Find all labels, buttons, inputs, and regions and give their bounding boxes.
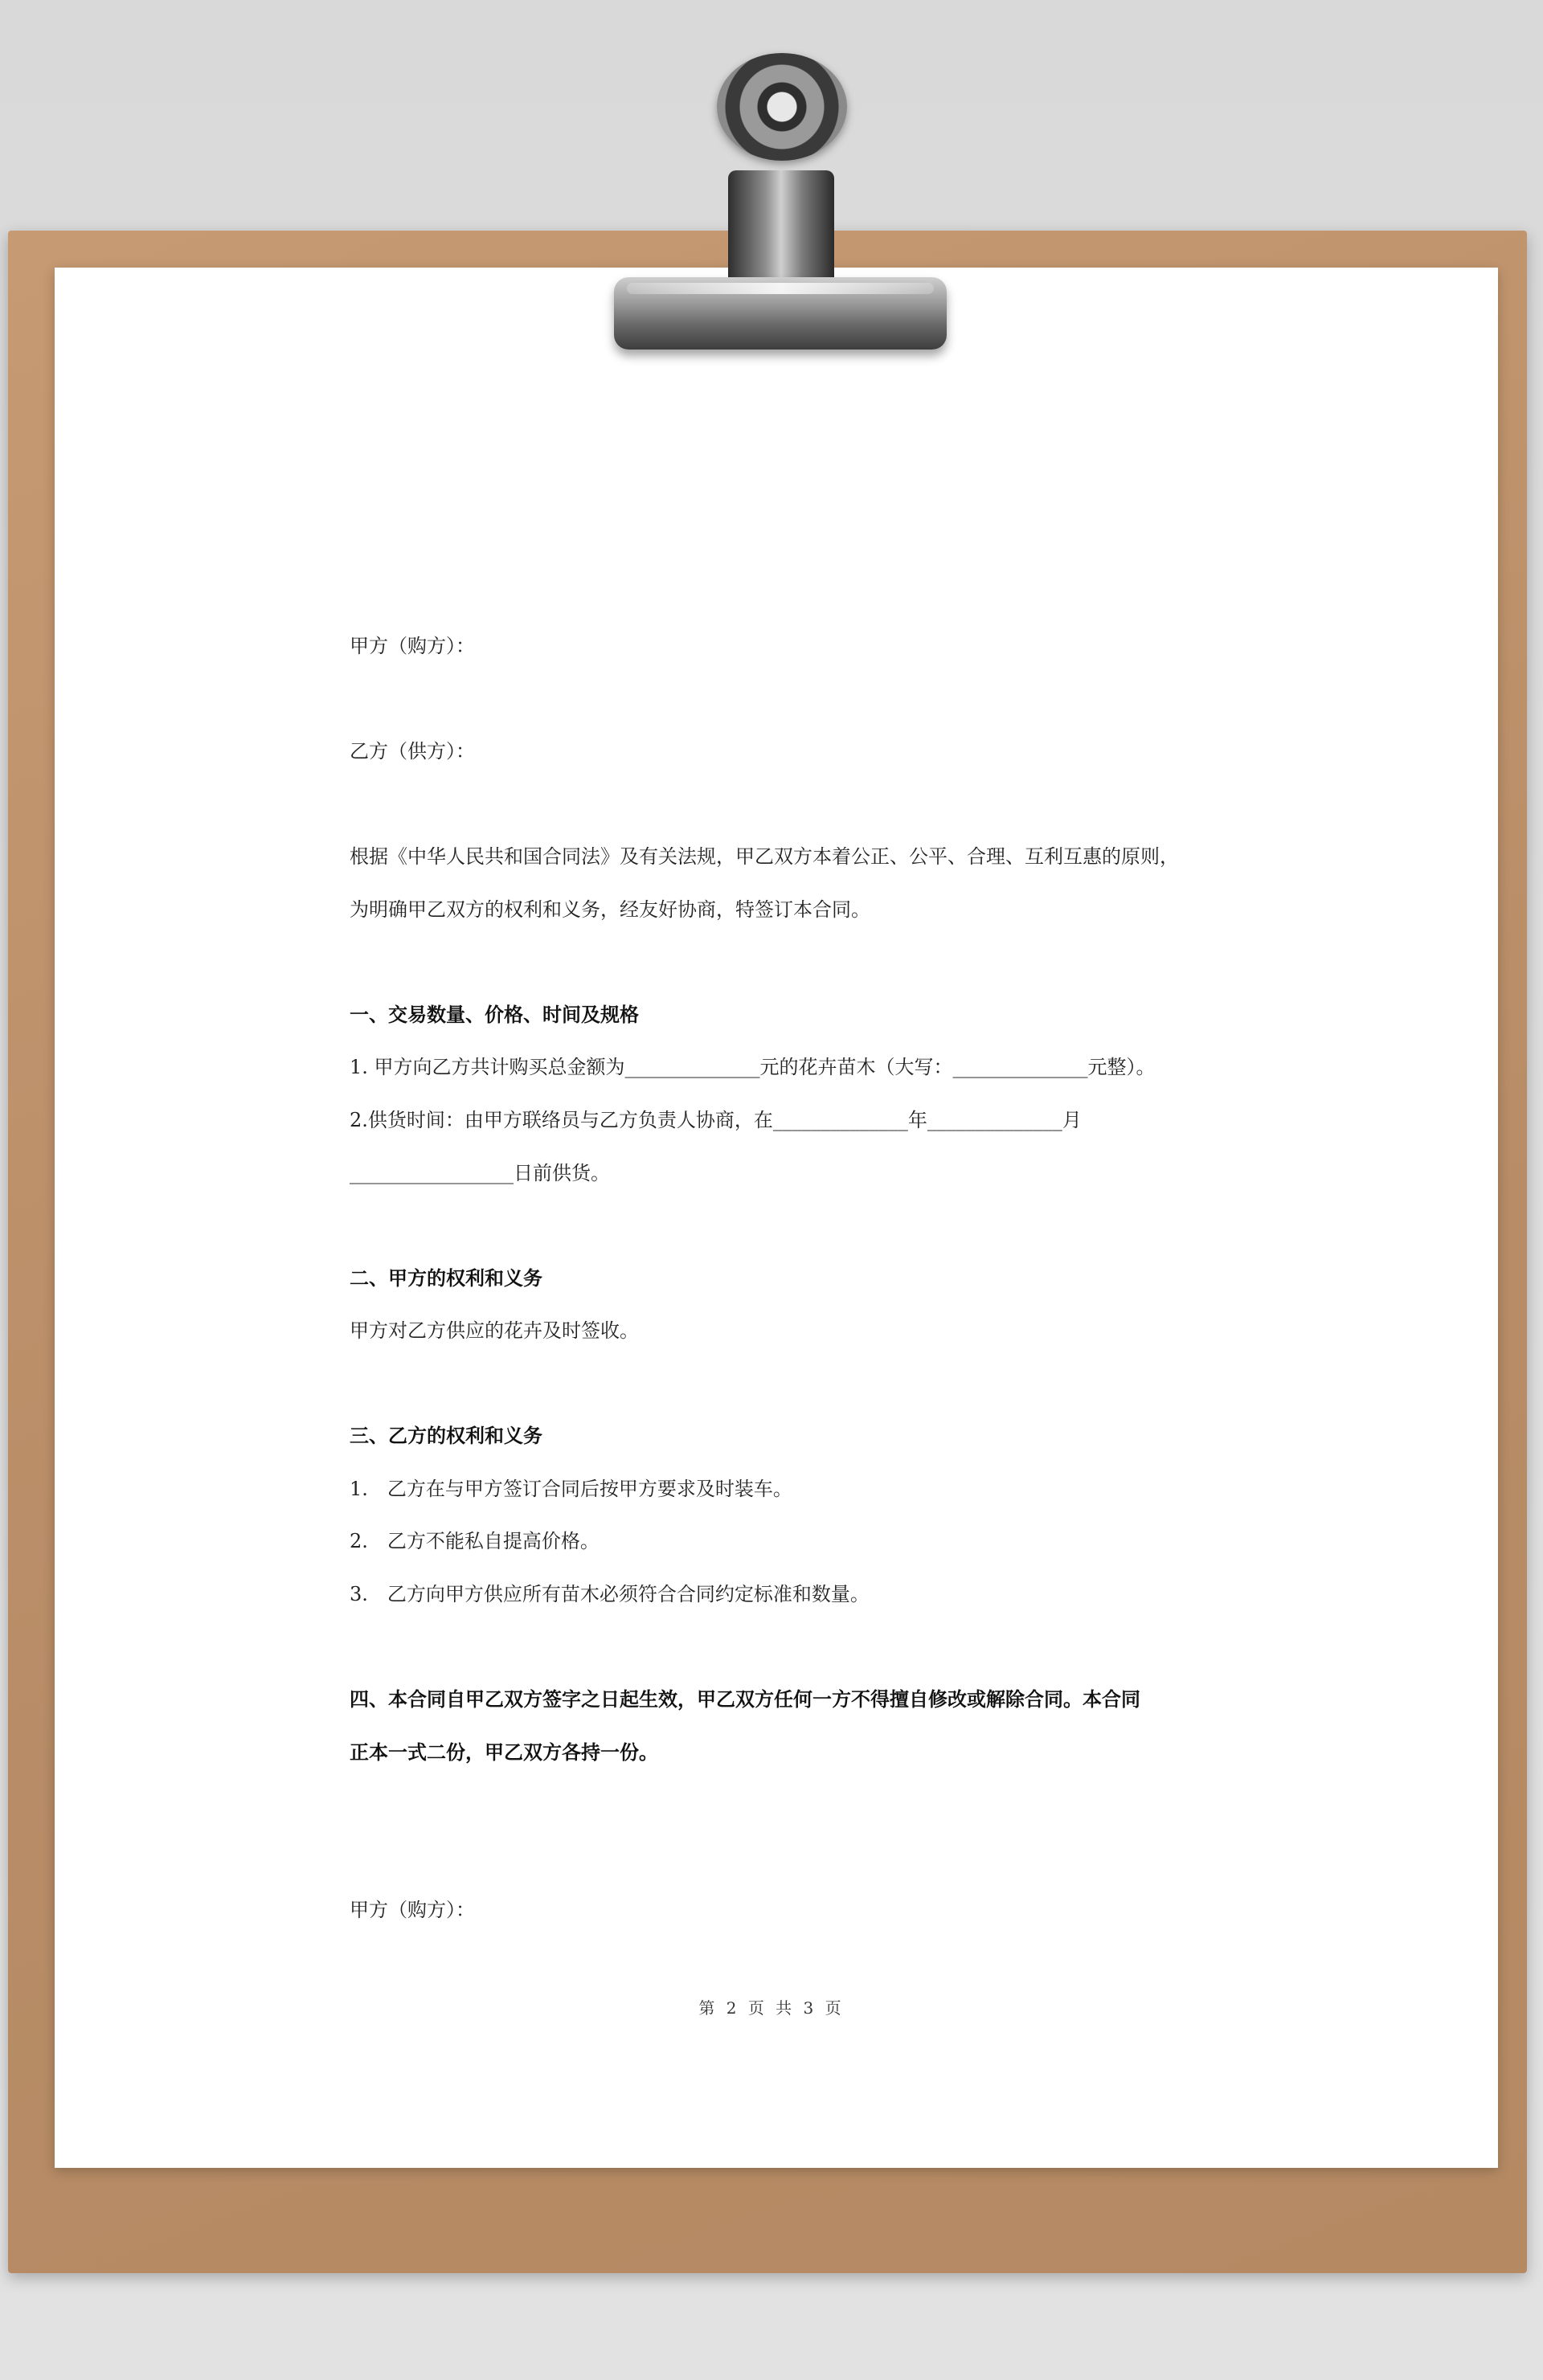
binder-clip-highlight bbox=[627, 283, 934, 294]
section-4-line-1: 四、本合同自甲乙双方签字之日起生效，甲乙双方任何一方不得擅自修改或解除合同。本合同 bbox=[350, 1688, 1140, 1711]
section-3-item-3: 3. 乙方向甲方供应所有苗木必须符合合同约定标准和数量。 bbox=[350, 1583, 870, 1605]
binder-clip-neck bbox=[728, 170, 834, 284]
party-a-label: 甲方（购方）： bbox=[350, 635, 475, 657]
section-2-text: 甲方对乙方供应的花卉及时签收。 bbox=[350, 1319, 639, 1342]
section-3-item-1: 1. 乙方在与甲方签订合同后按甲方要求及时装车。 bbox=[350, 1478, 792, 1500]
section-4-line-2: 正本一式二份，甲乙双方各持一份。 bbox=[350, 1741, 658, 1764]
binder-clip-ring-icon bbox=[717, 53, 847, 161]
section-3-title: 三、乙方的权利和义务 bbox=[350, 1425, 542, 1447]
party-b-label: 乙方（供方）： bbox=[350, 740, 475, 763]
section-1-title: 一、交易数量、价格、时间及规格 bbox=[350, 1004, 639, 1026]
signature-party-a: 甲方（购方）： bbox=[350, 1899, 475, 1921]
contract-page bbox=[55, 268, 1498, 2168]
section-1-item-2-cont: _________________日前供货。 bbox=[350, 1162, 610, 1184]
section-1-item-1: 1. 甲方向乙方共计购买总金额为______________元的花卉苗木（大写：______________元整）。 bbox=[350, 1056, 1156, 1078]
intro-line-2: 为明确甲乙双方的权利和义务，经友好协商，特签订本合同。 bbox=[350, 898, 870, 921]
section-3-item-2: 2. 乙方不能私自提高价格。 bbox=[350, 1530, 600, 1552]
section-1-item-2: 2.供货时间：由甲方联络员与乙方负责人协商，在______________年______________月 bbox=[350, 1109, 1082, 1131]
section-2-title: 二、甲方的权利和义务 bbox=[350, 1267, 542, 1290]
page-number: 第 2 页 共 3 页 bbox=[698, 1998, 845, 2018]
intro-line-1: 根据《中华人民共和国合同法》及有关法规，甲乙双方本着公正、公平、合理、互利互惠的原则， bbox=[350, 845, 1179, 868]
